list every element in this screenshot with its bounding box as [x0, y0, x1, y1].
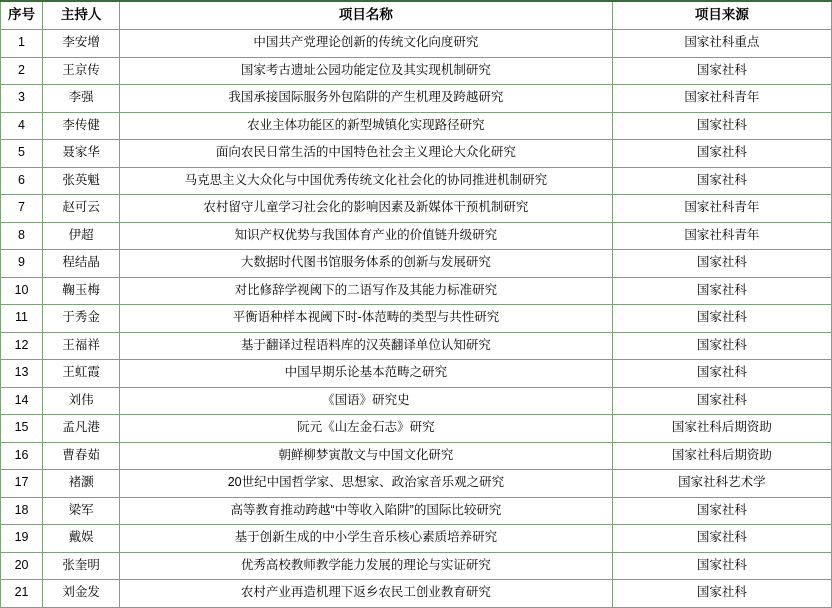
cell-host: 张奎明 [43, 552, 120, 580]
cell-host: 程结晶 [43, 250, 120, 278]
cell-seq: 20 [1, 552, 43, 580]
cell-project-name: 阮元《山左金石志》研究 [120, 415, 613, 443]
cell-seq: 10 [1, 277, 43, 305]
cell-source: 国家社科 [612, 305, 831, 333]
cell-project-name: 朝鲜柳梦寅散文与中国文化研究 [120, 442, 613, 470]
cell-seq: 12 [1, 332, 43, 360]
cell-source: 国家社科 [612, 332, 831, 360]
cell-project-name: 我国承接国际服务外包陷阱的产生机理及跨越研究 [120, 85, 613, 113]
cell-host: 孟凡港 [43, 415, 120, 443]
cell-project-name: 高等教育推动跨越“中等收入陷阱”的国际比较研究 [120, 497, 613, 525]
cell-project-name: 基于翻译过程语料库的汉英翻译单位认知研究 [120, 332, 613, 360]
table-row [1, 277, 832, 305]
cell-project-name: 中国早期乐论基本范畴之研究 [120, 360, 613, 388]
table-header-row [1, 1, 832, 30]
cell-source: 国家社科 [612, 277, 831, 305]
cell-project-name: 农村留守儿童学习社会化的影响因素及新媒体干预机制研究 [120, 195, 613, 223]
cell-seq: 21 [1, 580, 43, 608]
table-row [1, 332, 832, 360]
cell-project-name: 对比修辞学视阈下的二语写作及其能力标准研究 [120, 277, 613, 305]
cell-host: 王虹霞 [43, 360, 120, 388]
cell-seq: 15 [1, 415, 43, 443]
column-header-source: 项目来源 [612, 1, 831, 30]
table-row [1, 305, 832, 333]
cell-source: 国家社科 [612, 580, 831, 608]
cell-project-name: 基于创新生成的中小学生音乐核心素质培养研究 [120, 525, 613, 553]
table-row [1, 470, 832, 498]
cell-host: 于秀金 [43, 305, 120, 333]
cell-host: 伊超 [43, 222, 120, 250]
table-row [1, 250, 832, 278]
table-row [1, 552, 832, 580]
cell-source: 国家社科 [612, 167, 831, 195]
cell-host: 王京传 [43, 57, 120, 85]
cell-project-name: 面向农民日常生活的中国特色社会主义理论大众化研究 [120, 140, 613, 168]
table-row [1, 112, 832, 140]
cell-seq: 6 [1, 167, 43, 195]
cell-seq: 7 [1, 195, 43, 223]
cell-project-name: 国家考古遗址公园功能定位及其实现机制研究 [120, 57, 613, 85]
table-header [1, 1, 832, 30]
cell-project-name: 知识产权优势与我国体育产业的价值链升级研究 [120, 222, 613, 250]
cell-host: 刘伟 [43, 387, 120, 415]
table-body [1, 30, 832, 608]
cell-source: 国家社科 [612, 112, 831, 140]
cell-source: 国家社科 [612, 387, 831, 415]
cell-source: 国家社科 [612, 57, 831, 85]
cell-seq: 1 [1, 30, 43, 58]
cell-seq: 14 [1, 387, 43, 415]
cell-seq: 5 [1, 140, 43, 168]
cell-seq: 17 [1, 470, 43, 498]
cell-host: 鞠玉梅 [43, 277, 120, 305]
cell-host: 褚灏 [43, 470, 120, 498]
cell-project-name: 大数据时代图书馆服务体系的创新与发展研究 [120, 250, 613, 278]
cell-source: 国家社科 [612, 497, 831, 525]
table-row [1, 387, 832, 415]
column-header-seq: 序号 [1, 1, 43, 30]
cell-host: 张英魁 [43, 167, 120, 195]
table-row [1, 85, 832, 113]
cell-seq: 19 [1, 525, 43, 553]
table-row [1, 57, 832, 85]
cell-source: 国家社科重点 [612, 30, 831, 58]
cell-source: 国家社科青年 [612, 85, 831, 113]
cell-host: 戴娱 [43, 525, 120, 553]
table-row [1, 360, 832, 388]
cell-host: 李强 [43, 85, 120, 113]
cell-seq: 9 [1, 250, 43, 278]
table-row [1, 525, 832, 553]
cell-seq: 2 [1, 57, 43, 85]
cell-host: 刘金发 [43, 580, 120, 608]
table-row [1, 415, 832, 443]
cell-host: 王福祥 [43, 332, 120, 360]
cell-source: 国家社科 [612, 250, 831, 278]
cell-host: 李安增 [43, 30, 120, 58]
cell-seq: 3 [1, 85, 43, 113]
cell-seq: 18 [1, 497, 43, 525]
cell-project-name: 农业主体功能区的新型城镇化实现路径研究 [120, 112, 613, 140]
table-row [1, 222, 832, 250]
cell-project-name: 20世纪中国哲学家、思想家、政治家音乐观之研究 [120, 470, 613, 498]
cell-host: 梁军 [43, 497, 120, 525]
cell-source: 国家社科后期资助 [612, 415, 831, 443]
cell-project-name: 平衡语种样本视阈下时-体范畴的类型与共性研究 [120, 305, 613, 333]
table-row [1, 497, 832, 525]
cell-project-name: 中国共产党理论创新的传统文化向度研究 [120, 30, 613, 58]
cell-seq: 11 [1, 305, 43, 333]
cell-source: 国家社科 [612, 552, 831, 580]
cell-project-name: 《国语》研究史 [120, 387, 613, 415]
cell-host: 聂家华 [43, 140, 120, 168]
cell-source: 国家社科后期资助 [612, 442, 831, 470]
cell-source: 国家社科 [612, 525, 831, 553]
table-row [1, 140, 832, 168]
cell-project-name: 优秀高校教师教学能力发展的理论与实证研究 [120, 552, 613, 580]
cell-source: 国家社科 [612, 140, 831, 168]
cell-host: 赵可云 [43, 195, 120, 223]
column-header-host: 主持人 [43, 1, 120, 30]
cell-seq: 16 [1, 442, 43, 470]
cell-host: 李传健 [43, 112, 120, 140]
cell-seq: 13 [1, 360, 43, 388]
cell-project-name: 马克思主义大众化与中国优秀传统文化社会化的协同推进机制研究 [120, 167, 613, 195]
table-row [1, 442, 832, 470]
cell-source: 国家社科 [612, 360, 831, 388]
column-header-name: 项目名称 [120, 1, 613, 30]
cell-seq: 8 [1, 222, 43, 250]
table-row [1, 580, 832, 608]
cell-source: 国家社科青年 [612, 222, 831, 250]
cell-project-name: 农村产业再造机理下返乡农民工创业教育研究 [120, 580, 613, 608]
cell-source: 国家社科青年 [612, 195, 831, 223]
table-row [1, 195, 832, 223]
table-row [1, 167, 832, 195]
cell-source: 国家社科艺术学 [612, 470, 831, 498]
cell-host: 曹春茹 [43, 442, 120, 470]
cell-seq: 4 [1, 112, 43, 140]
table-row [1, 30, 832, 58]
